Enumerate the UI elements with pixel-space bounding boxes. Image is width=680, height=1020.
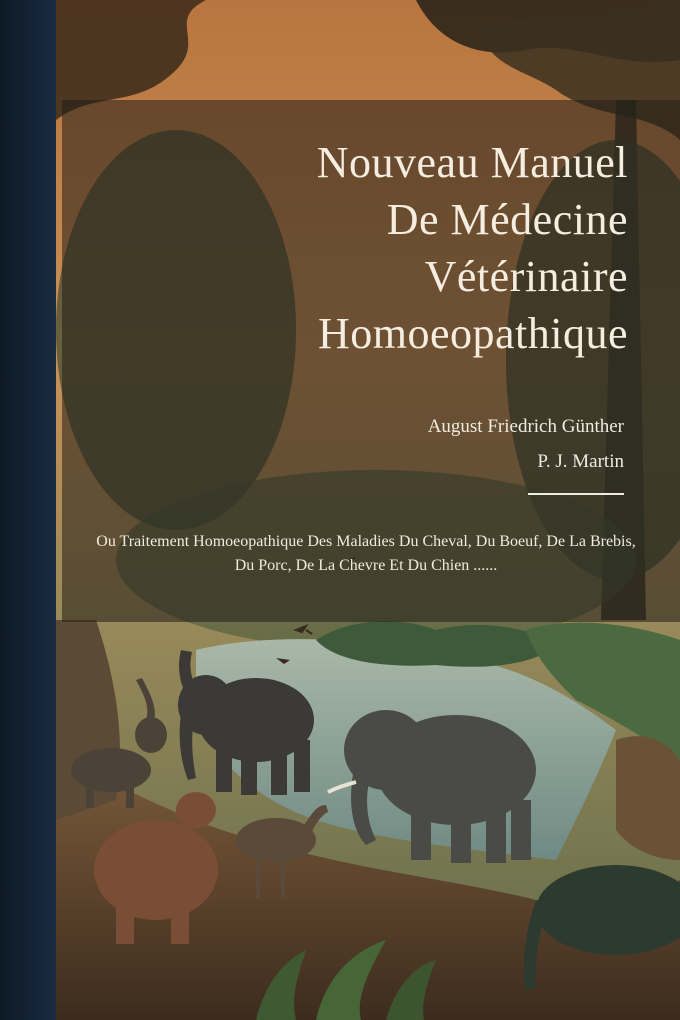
title-line: Homoeopathique — [317, 309, 628, 358]
author-name: August Friedrich Günther — [427, 416, 624, 437]
book-subtitle: Ou Traitement Homoeopathique Des Maladies Du Cheval, Du Boeuf, De La Brebis, Du Porc, De La Chevre Et Du Chien ...... — [96, 533, 636, 574]
title-line: Vétérinaire — [424, 252, 628, 301]
title-line: De Médecine — [386, 195, 628, 244]
cover-spine — [0, 0, 56, 1020]
title-divider — [528, 493, 624, 495]
title-line: Nouveau Manuel — [316, 138, 628, 187]
book-title — [68, 134, 628, 362]
author-name: P. J. Martin — [537, 451, 624, 472]
